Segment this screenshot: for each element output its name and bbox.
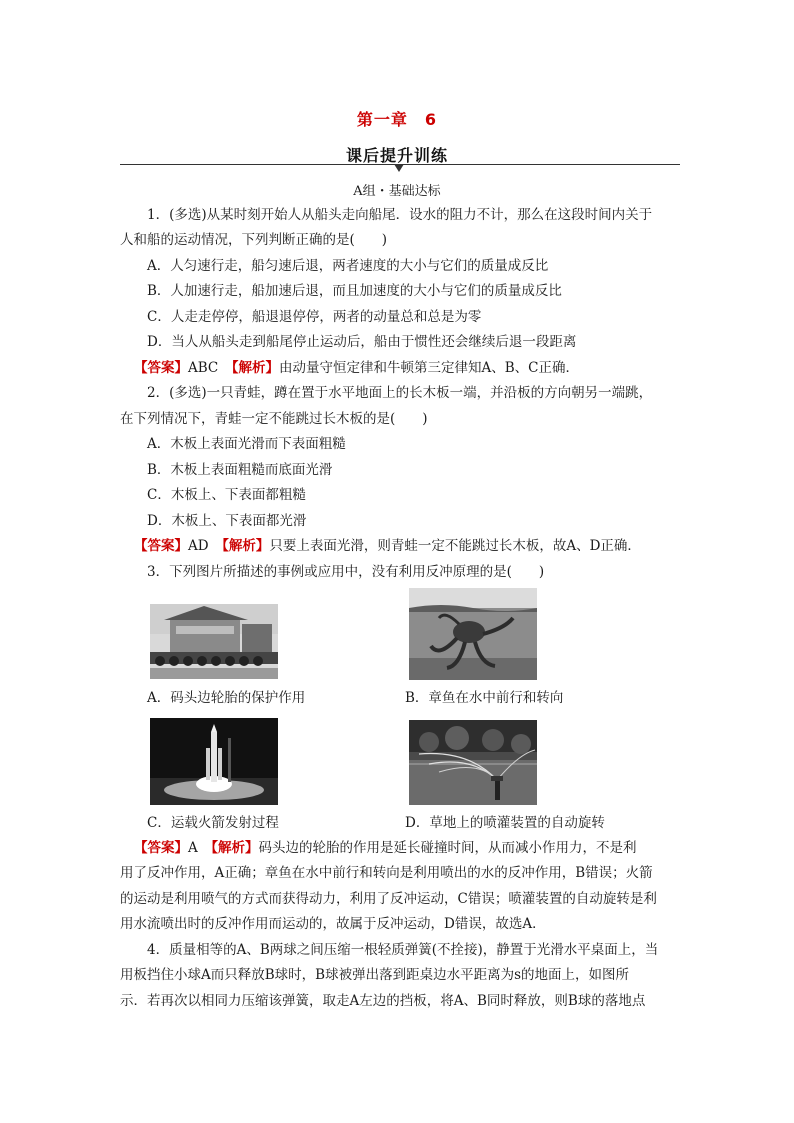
q4-stem-line2: 用板挡住小球A而只释放B球时，B球被弹出落到距桌边水平距离为s的地面上，如图所 bbox=[120, 967, 630, 983]
analysis-label: 【解析】 bbox=[211, 840, 259, 856]
chapter-title: 第一章 6 bbox=[356, 110, 438, 129]
q1-option-d: D．当人从船头走到船尾停止运动后，船由于惯性还会继续后退一段距离 bbox=[147, 334, 577, 350]
q3-answer: A bbox=[188, 840, 198, 856]
q2-option-c: C．木板上、下表面都粗糙 bbox=[147, 487, 306, 503]
analysis-label: 【解析】 bbox=[222, 538, 270, 554]
octopus-photo bbox=[409, 588, 537, 680]
q2-answer-line bbox=[134, 537, 641, 555]
answer-label: 【答案】 bbox=[134, 538, 188, 554]
analysis-label: 【解析】 bbox=[231, 360, 279, 376]
q1-stem-line2: 人和船的运动情况，下列判断正确的是( ) bbox=[120, 232, 388, 248]
q3-analysis-line2: 用了反冲作用，A正确；章鱼在水中前行和转向是利用喷出的水的反冲作用，B错误；火箭 bbox=[120, 865, 653, 881]
q3-analysis-line1: 码头边的轮胎的作用是延长碰撞时间，从而减小作用力，不是利 bbox=[258, 840, 637, 856]
answer-label: 【答案】 bbox=[134, 360, 188, 376]
q2-option-a: A．木板上表面光滑而下表面粗糙 bbox=[147, 436, 346, 452]
rocket-launch-photo bbox=[150, 718, 278, 805]
q1-option-c: C．人走走停停，船退退停停，两者的动量总和总是为零 bbox=[147, 309, 482, 325]
q3-answer-line bbox=[134, 839, 637, 857]
answer-label: 【答案】 bbox=[134, 840, 188, 856]
q2-stem-line2: 在下列情况下，青蛙一定不能跳过长木板的是( ) bbox=[120, 411, 428, 427]
q4-stem-line3: 示．若再次以相同力压缩该弹簧，取走A左边的挡板，将A、B同时释放，则B球的落地点 bbox=[120, 993, 646, 1009]
q3-stem: 3．下列图片所描述的事例或应用中，没有利用反冲原理的是( ) bbox=[147, 564, 545, 580]
q1-analysis: 由动量守恒定律和牛顿第三定律知A、B、C正确． bbox=[279, 360, 579, 376]
q1-option-b: B．人加速行走，船加速后退，而且加速度的大小与它们的质量成反比 bbox=[147, 283, 562, 299]
divider-arrow-icon bbox=[394, 164, 404, 172]
q1-answer: ABC bbox=[188, 360, 219, 376]
q2-analysis: 只要上表面光滑，则青蛙一定不能跳过长木板，故A、D正确． bbox=[269, 538, 641, 554]
section-heading: A组・基础达标 bbox=[353, 184, 441, 199]
q2-option-d: D．木板上、下表面都光滑 bbox=[147, 513, 307, 529]
q1-answer-line bbox=[134, 359, 579, 377]
q2-answer: AD bbox=[188, 538, 209, 554]
q2-stem-line1: 2．(多选)一只青蛙，蹲在置于水平地面上的长木板一端，并沿板的方向朝另一端跳， bbox=[147, 385, 653, 401]
q4-stem-line1: 4．质量相等的A、B两球之间压缩一根轻质弹簧(不拴接)，静置于光滑水平桌面上，当 bbox=[147, 942, 659, 958]
dock-tires-photo bbox=[150, 604, 278, 679]
q3-caption-c: C．运载火箭发射过程 bbox=[147, 815, 279, 831]
q1-stem-line1: 1．(多选)从某时刻开始人从船头走向船尾．设水的阻力不计，那么在这段时间内关于 bbox=[147, 207, 653, 223]
q1-option-a: A．人匀速行走，船匀速后退，两者速度的大小与它们的质量成反比 bbox=[147, 258, 549, 274]
q3-caption-b: B．章鱼在水中前行和转向 bbox=[405, 690, 564, 706]
q3-analysis-line4: 用水流喷出时的反冲作用而运动的，故属于反冲运动，D错误，故选A． bbox=[120, 916, 546, 932]
q3-caption-a: A．码头边轮胎的保护作用 bbox=[147, 690, 306, 706]
q3-analysis-line3: 的运动是利用喷气的方式而获得动力，利用了反冲运动，C错误；喷灌装置的自动旋转是利 bbox=[120, 891, 657, 907]
q2-option-b: B．木板上表面粗糙而底面光滑 bbox=[147, 462, 333, 478]
page-subtitle: 课后提升训练 bbox=[345, 146, 448, 165]
q3-caption-d: D．草地上的喷灌装置的自动旋转 bbox=[405, 815, 605, 831]
lawn-sprinkler-photo bbox=[409, 720, 537, 805]
